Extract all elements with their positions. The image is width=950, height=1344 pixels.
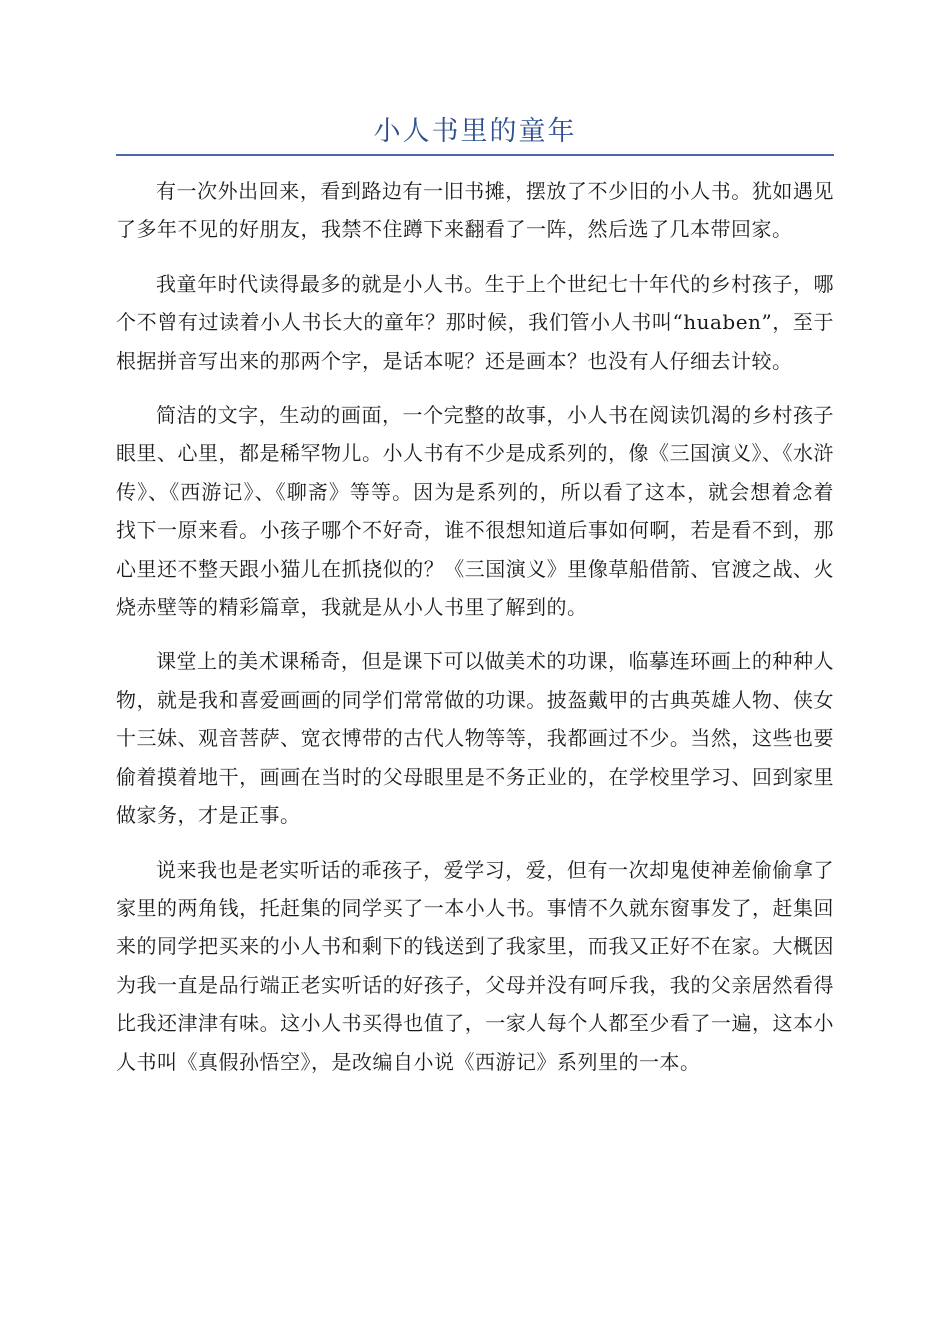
- title-underline: [116, 154, 834, 156]
- paragraph-2: 我童年时代读得最多的就是小人书。生于上个世纪七十年代的乡村孩子，哪个不曾有过读着小人书长大的童年？那时候，我们管小人书叫“huaben”，至于根据拼音写出来的那两个字，是话本呢？还是画本？也没有人仔细去计较。: [116, 271, 834, 373]
- page-title: 小人书里的童年: [373, 116, 577, 147]
- document-body: [116, 172, 834, 1097]
- paragraph-3: 简洁的文字，生动的画面，一个完整的故事，小人书在阅读饥渴的乡村孩子眼里、心里，都是稀罕物儿。小人书有不少是成系列的，像《三国演义》、《水浒传》、《西游记》、《聊斋》等等。因为是系列的，所以看了这本，就会想着念着找下一原来看。小孩子哪个不好奇，谁不很想知道后事如何啊，若是看不到，那心里还不整天跟小猫儿在抓挠似的？《三国演义》里像草船借箭、官渡之战、火烧赤壁等的精彩篇章，我就是从小人书里了解到的。: [116, 403, 834, 620]
- paragraph-4: 课堂上的美术课稀奇，但是课下可以做美术的功课，临摹连环画上的种种人物，就是我和喜爱画画的同学们常常做的功课。披盔戴甲的古典英雄人物、侠女十三妹、观音菩萨、宽衣博带的古代人物等等，我都画过不少。当然，这些也要偷着摸着地干，画画在当时的父母眼里是不务正业的，在学校里学习、回到家里做家务，才是正事。: [116, 649, 834, 828]
- paragraph-5: 说来我也是老实听话的乖孩子，爱学习，爱，但有一次却鬼使神差偷偷拿了家里的两角钱，托赶集的同学买了一本小人书。事情不久就东窗事发了，赶集回来的同学把买来的小人书和剩下的钱送到了我家里，而我又正好不在家。大概因为我一直是品行端正老实听话的好孩子，父母并没有呵斥我，我的父亲居然看得比我还津津有味。这小人书买得也值了，一家人每个人都至少看了一遍，这本小人书叫《真假孙悟空》，是改编自小说《西游记》系列里的一本。: [116, 857, 834, 1074]
- paragraph-1: 有一次外出回来，看到路边有一旧书摊，摆放了不少旧的小人书。犹如遇见了多年不见的好朋友，我禁不住蹲下来翻看了一阵，然后选了几本带回家。: [116, 179, 834, 242]
